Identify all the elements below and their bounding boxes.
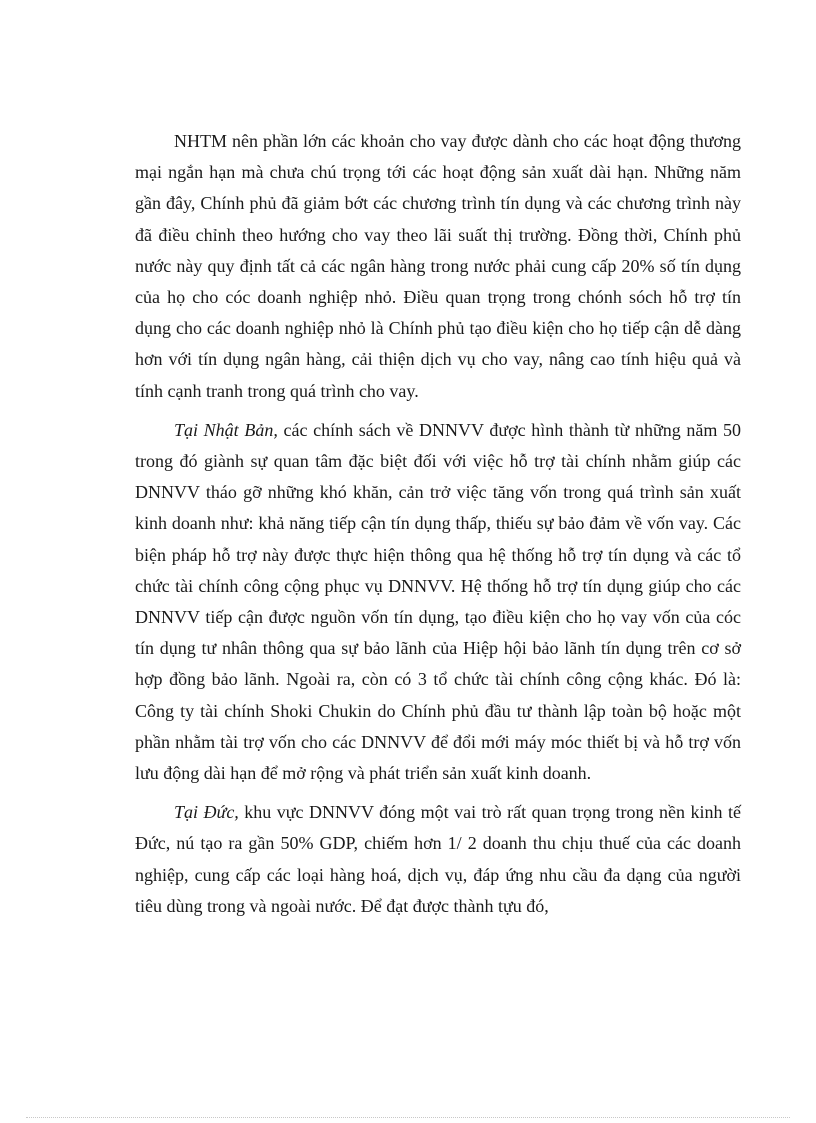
paragraph-2-lead: Tại Nhật Bản, [174,419,278,440]
paragraph-2 [135,415,741,789]
body-text [135,126,741,922]
paragraph-1-text: NHTM nên phần lớn các khoản cho vay được dành cho các hoạt động thương mại ngắn hạn mà chưa chú trọng tới các hoạt động sản xuất dài hạn. Những năm gần đây, Chính phủ đã giảm bớt các chương trình tín dụng và các chương trình này đã điều chỉnh theo hướng cho vay theo lãi suất thị trường. Đồng thời, Chính phủ nước này quy định tất cả các ngân hàng trong nước phải cung cấp 20% số tín dụng của họ cho cóc doanh nghiệp nhỏ. Điều quan trọng trong chónh sóch hỗ trợ tín dụng cho các doanh nghiệp nhỏ là Chính phủ tạo điều kiện cho họ tiếp cận dễ dàng hơn với tín dụng ngân hàng, cải thiện dịch vụ cho vay, nâng cao tính hiệu quả và tính cạnh tranh trong quá trình cho vay. [135,131,741,401]
paragraph-2-text: các chính sách về DNNVV được hình thành từ những năm 50 trong đó giành sự quan tâm đặc biệt đối với việc hỗ trợ tài chính nhằm giúp các DNNVV tháo gỡ những khó khăn, cản trở việc tăng vốn trong quá trình sản xuất kinh doanh như: khả năng tiếp cận tín dụng thấp, thiếu sự bảo đảm về vốn vay. Các biện pháp hỗ trợ này được thực hiện thông qua hệ thống hỗ trợ tín dụng và các tổ chức tài chính công cộng phục vụ DNNVV. Hệ thống hỗ trợ tín dụng giúp cho các DNNVV tiếp cận được nguồn vốn tín dụng, tạo điều kiện cho họ vay vốn của cóc tín dụng tư nhân thông qua sự bảo lãnh của Hiệp hội bảo lãnh tín dụng trên cơ sở hợp đồng bảo lãnh. Ngoài ra, còn có 3 tổ chức tài chính công cộng khác. Đó là: Công ty tài chính Shoki Chukin do Chính phủ đầu tư thành lập toàn bộ hoặc một phần nhằm tài trợ vốn cho các DNNVV để đổi mới máy móc thiết bị và hỗ trợ vốn lưu động dài hạn để mở rộng và phát triển sản xuất kinh doanh. [135,419,742,784]
paragraph-3 [135,797,741,922]
paragraph-1 [135,126,741,407]
paragraph-3-lead: Tại Đức, [174,802,239,823]
page-bottom-rule [26,1117,790,1118]
paragraph-3-text: khu vực DNNVV đóng một vai trò rất quan trọng trong nền kinh tế Đức, nú tạo ra gần 50% GDP, chiếm hơn 1/ 2 doanh thu chịu thuế của các doanh nghiệp, cung cấp các loại hàng hoá, dịch vụ, đáp ứng nhu cầu đa dạng của người tiêu dùng trong và ngoài nước. Để đạt được thành tựu đó, [135,802,741,916]
